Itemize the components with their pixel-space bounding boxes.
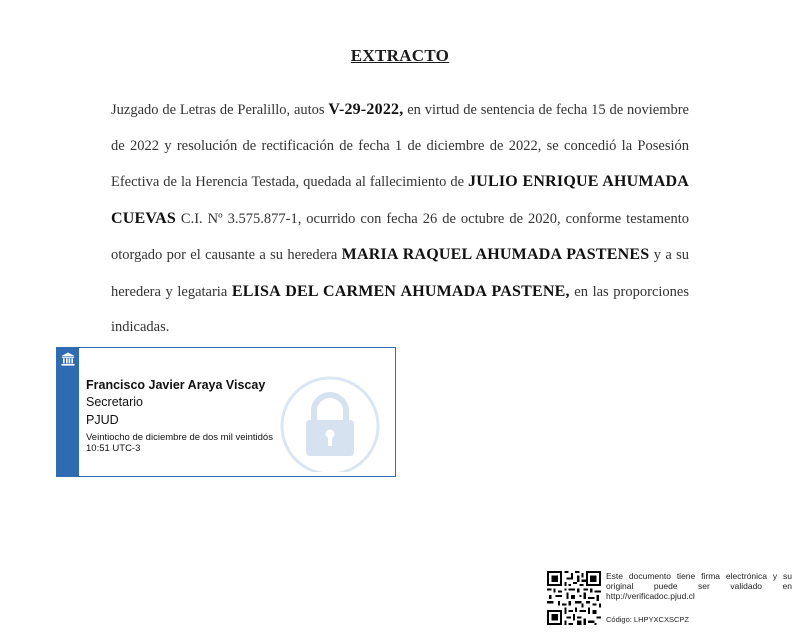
- signer-organization: PJUD: [86, 413, 119, 427]
- qr-code-icon[interactable]: [547, 571, 601, 625]
- electronic-signature-box: [56, 347, 396, 477]
- heir-name: MARIA RAQUEL AHUMADA PASTENES: [341, 246, 650, 263]
- signature-details: [86, 377, 273, 454]
- padlock-icon: [279, 376, 385, 472]
- signer-name: Francisco Javier Araya Viscay: [86, 378, 266, 392]
- signer-role: Secretario: [86, 395, 143, 409]
- extract-paragraph: [111, 92, 689, 346]
- signature-time: 10:51 UTC-3: [86, 443, 141, 454]
- text-segment: en virtud de sentencia de fecha 15 de noviembre de 2022 y resolución de rectificación de fecha 1 de diciembre de 2022, se concedió la Posesión Efectiva de la Herencia Testada, quedada al fallecimiento de: [111, 102, 689, 190]
- text-segment: y a su heredera y legataria: [111, 247, 689, 300]
- courthouse-icon: [60, 351, 76, 367]
- verification-code: Código: LHPYXCXSCPZ: [606, 615, 689, 624]
- document-title: EXTRACTO: [350, 46, 450, 65]
- signature-date: Veintiocho de diciembre de dos mil veintidós: [86, 432, 273, 443]
- verification-text: Este documento tiene firma electrónica y su original puede ser validado en http://verificadoc.pjud.cl: [606, 571, 792, 601]
- text-segment: en las proporciones indicadas.: [111, 283, 690, 335]
- signature-stripe: [57, 348, 79, 476]
- verification-block: [547, 571, 792, 629]
- deceased-name: JULIO ENRIQUE AHUMADA CUEVAS: [111, 173, 689, 227]
- case-number: V-29-2022,: [328, 101, 404, 118]
- text-segment: Juzgado de Letras de Peralillo, autos: [111, 102, 329, 118]
- text-segment: C.I. Nº 3.575.877-1, ocurrido con fecha 26 de octubre de 2020, conforme testamento otorgado por el causante a su heredera: [111, 210, 689, 263]
- legatee-name: ELISA DEL CARMEN AHUMADA PASTENE,: [231, 282, 570, 300]
